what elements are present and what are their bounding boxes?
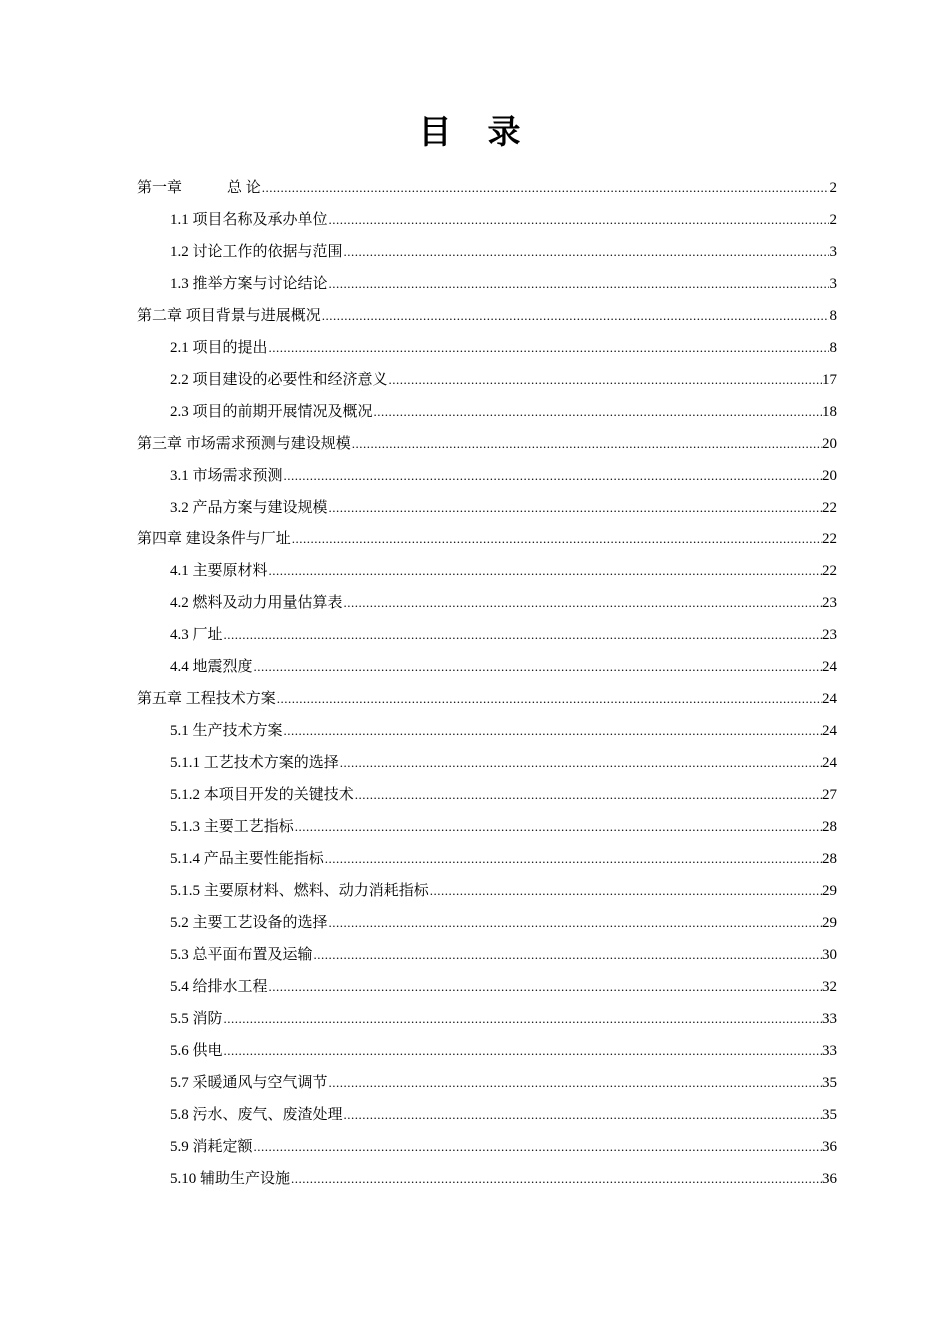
toc-section-entry[interactable]: [137, 1163, 837, 1195]
toc-section-entry[interactable]: [137, 1067, 837, 1099]
toc-section-entry[interactable]: [137, 811, 837, 843]
toc-dot-leader: [374, 396, 822, 428]
toc-page-number: 3: [829, 275, 837, 292]
toc-entry-label: 4.4 地震烈度: [170, 659, 253, 676]
toc-entry-label: 3.1 市场需求预测: [170, 467, 283, 484]
toc-dot-leader: [269, 971, 822, 1003]
toc-page-number: 36: [822, 1138, 837, 1155]
toc-dot-leader: [277, 683, 822, 715]
toc-page-number: 24: [822, 723, 837, 740]
toc-section-entry[interactable]: [137, 492, 837, 524]
toc-dot-leader: [295, 811, 822, 843]
toc-entry-label: 1.1 项目名称及承办单位: [170, 211, 328, 228]
toc-entry-label: 5.6 供电: [170, 1042, 223, 1059]
toc-section-entry[interactable]: [137, 1099, 837, 1131]
toc-dot-leader: [329, 907, 822, 939]
toc-page-number: 23: [822, 627, 837, 644]
toc-entry-label: 5.9 消耗定额: [170, 1138, 253, 1155]
toc-section-entry[interactable]: [137, 779, 837, 811]
toc-entry-label: 2.2 项目建设的必要性和经济意义: [170, 371, 388, 388]
toc-entry-label: 5.3 总平面布置及运输: [170, 946, 313, 963]
toc-dot-leader: [269, 332, 829, 364]
toc-page-number: 8: [829, 339, 837, 356]
toc-section-entry[interactable]: [137, 619, 837, 651]
toc-entry-label: 5.1.5 主要原材料、燃料、动力消耗指标: [170, 882, 429, 899]
toc-dot-leader: [284, 715, 822, 747]
toc-section-entry[interactable]: [137, 651, 837, 683]
toc-section-entry[interactable]: [137, 939, 837, 971]
toc-entry-label: 5.5 消防: [170, 1010, 223, 1027]
toc-section-entry[interactable]: [137, 460, 837, 492]
toc-dot-leader: [224, 1035, 822, 1067]
toc-dot-leader: [254, 1131, 822, 1163]
toc-page-number: 17: [822, 371, 837, 388]
toc-section-entry[interactable]: [137, 204, 837, 236]
toc-entry-label: 4.2 燃料及动力用量估算表: [170, 595, 343, 612]
toc-page-number: 35: [822, 1074, 837, 1091]
toc-dot-leader: [284, 460, 822, 492]
toc-chapter-entry[interactable]: [137, 428, 837, 460]
toc-page-number: 24: [822, 691, 837, 708]
toc-entry-label: 5.4 给排水工程: [170, 978, 268, 995]
toc-section-entry[interactable]: [137, 236, 837, 268]
toc-dot-leader: [329, 492, 822, 524]
toc-entry-label: 2.3 项目的前期开展情况及概况: [170, 403, 373, 420]
toc-entry-label: 第二章 项目背景与进展概况: [137, 307, 321, 324]
toc-page-number: 28: [822, 851, 837, 868]
toc-entry-label: 5.7 采暖通风与空气调节: [170, 1074, 328, 1091]
toc-page-number: 22: [822, 531, 837, 548]
toc-page-number: 24: [822, 755, 837, 772]
toc-entry-label: 2.1 项目的提出: [170, 339, 268, 356]
toc-section-entry[interactable]: [137, 364, 837, 396]
toc-page-number: 32: [822, 978, 837, 995]
toc-page-number: 22: [822, 563, 837, 580]
toc-page-number: 22: [822, 499, 837, 516]
toc-page-number: 2: [829, 180, 837, 196]
toc-section-entry[interactable]: [137, 907, 837, 939]
toc-page-number: 2: [829, 211, 837, 228]
toc-page-number: 35: [822, 1106, 837, 1123]
toc-entry-label: 4.1 主要原材料: [170, 563, 268, 580]
toc-page-number: 20: [822, 467, 837, 484]
toc-dot-leader: [254, 651, 822, 683]
toc-dot-leader: [329, 268, 829, 300]
toc-entry-label: 第一章 总 论: [137, 180, 261, 196]
toc-entry-label: 1.3 推举方案与讨论结论: [170, 275, 328, 292]
toc-page-number: 20: [822, 435, 837, 452]
toc-dot-leader: [329, 1067, 822, 1099]
toc-page-number: 3: [829, 243, 837, 260]
toc-page-number: 18: [822, 403, 837, 420]
toc-dot-leader: [329, 204, 829, 236]
toc-section-entry[interactable]: [137, 875, 837, 907]
toc-page-number: 29: [822, 882, 837, 899]
toc-dot-leader: [352, 428, 822, 460]
toc-section-entry[interactable]: [137, 332, 837, 364]
toc-page-number: 8: [829, 307, 837, 324]
toc-entry-label: 第三章 市场需求预测与建设规模: [137, 435, 351, 452]
toc-entry-label: 5.10 辅助生产设施: [170, 1170, 291, 1187]
toc-section-entry[interactable]: [137, 747, 837, 779]
toc-dot-leader: [344, 1099, 822, 1131]
table-of-contents: [137, 172, 837, 1195]
toc-dot-leader: [389, 364, 822, 396]
toc-page-number: 33: [822, 1042, 837, 1059]
toc-chapter-entry[interactable]: [137, 172, 837, 204]
toc-dot-leader: [224, 1003, 822, 1035]
toc-chapter-entry[interactable]: [137, 300, 837, 332]
toc-entry-label: 1.2 讨论工作的依据与范围: [170, 243, 343, 260]
toc-dot-leader: [430, 875, 822, 907]
toc-entry-label: 5.1.2 本项目开发的关键技术: [170, 787, 354, 804]
toc-dot-leader: [340, 747, 822, 779]
toc-entry-label: 第五章 工程技术方案: [137, 691, 276, 708]
toc-dot-leader: [292, 523, 822, 555]
toc-entry-label: 3.2 产品方案与建设规模: [170, 499, 328, 516]
toc-section-entry[interactable]: [137, 396, 837, 428]
toc-chapter-entry[interactable]: [137, 683, 837, 715]
toc-entry-label: 5.1 生产技术方案: [170, 723, 283, 740]
toc-page-number: 29: [822, 914, 837, 931]
toc-dot-leader: [291, 1163, 822, 1195]
toc-section-entry[interactable]: [137, 843, 837, 875]
toc-section-entry[interactable]: [137, 268, 837, 300]
toc-section-entry[interactable]: [137, 971, 837, 1003]
toc-entry-label: 4.3 厂址: [170, 627, 223, 644]
toc-section-entry[interactable]: [137, 555, 837, 587]
toc-dot-leader: [325, 843, 822, 875]
toc-entry-label: 第四章 建设条件与厂址: [137, 531, 291, 548]
toc-page-number: 33: [822, 1010, 837, 1027]
toc-section-entry[interactable]: [137, 1003, 837, 1035]
toc-section-entry[interactable]: [137, 715, 837, 747]
toc-dot-leader: [344, 236, 829, 268]
toc-dot-leader: [224, 619, 822, 651]
toc-dot-leader: [355, 779, 822, 811]
toc-dot-leader: [269, 555, 822, 587]
toc-dot-leader: [262, 172, 829, 204]
toc-page-number: 28: [822, 819, 837, 836]
toc-page-number: 30: [822, 946, 837, 963]
toc-page-number: 27: [822, 787, 837, 804]
toc-entry-label: 5.1.3 主要工艺指标: [170, 819, 294, 836]
toc-dot-leader: [322, 300, 829, 332]
toc-section-entry[interactable]: [137, 1131, 837, 1163]
page-title: 目录: [418, 112, 557, 152]
toc-entry-label: 5.1.4 产品主要性能指标: [170, 851, 324, 868]
toc-entry-label: 5.8 污水、废气、废渣处理: [170, 1106, 343, 1123]
toc-entry-label: 5.1.1 工艺技术方案的选择: [170, 755, 339, 772]
toc-section-entry[interactable]: [137, 1035, 837, 1067]
toc-chapter-entry[interactable]: [137, 523, 837, 555]
toc-section-entry[interactable]: [137, 587, 837, 619]
toc-page-number: 24: [822, 659, 837, 676]
toc-page-number: 36: [822, 1170, 837, 1187]
toc-page-number: 23: [822, 595, 837, 612]
toc-dot-leader: [314, 939, 822, 971]
toc-entry-label: 5.2 主要工艺设备的选择: [170, 914, 328, 931]
toc-dot-leader: [344, 587, 822, 619]
